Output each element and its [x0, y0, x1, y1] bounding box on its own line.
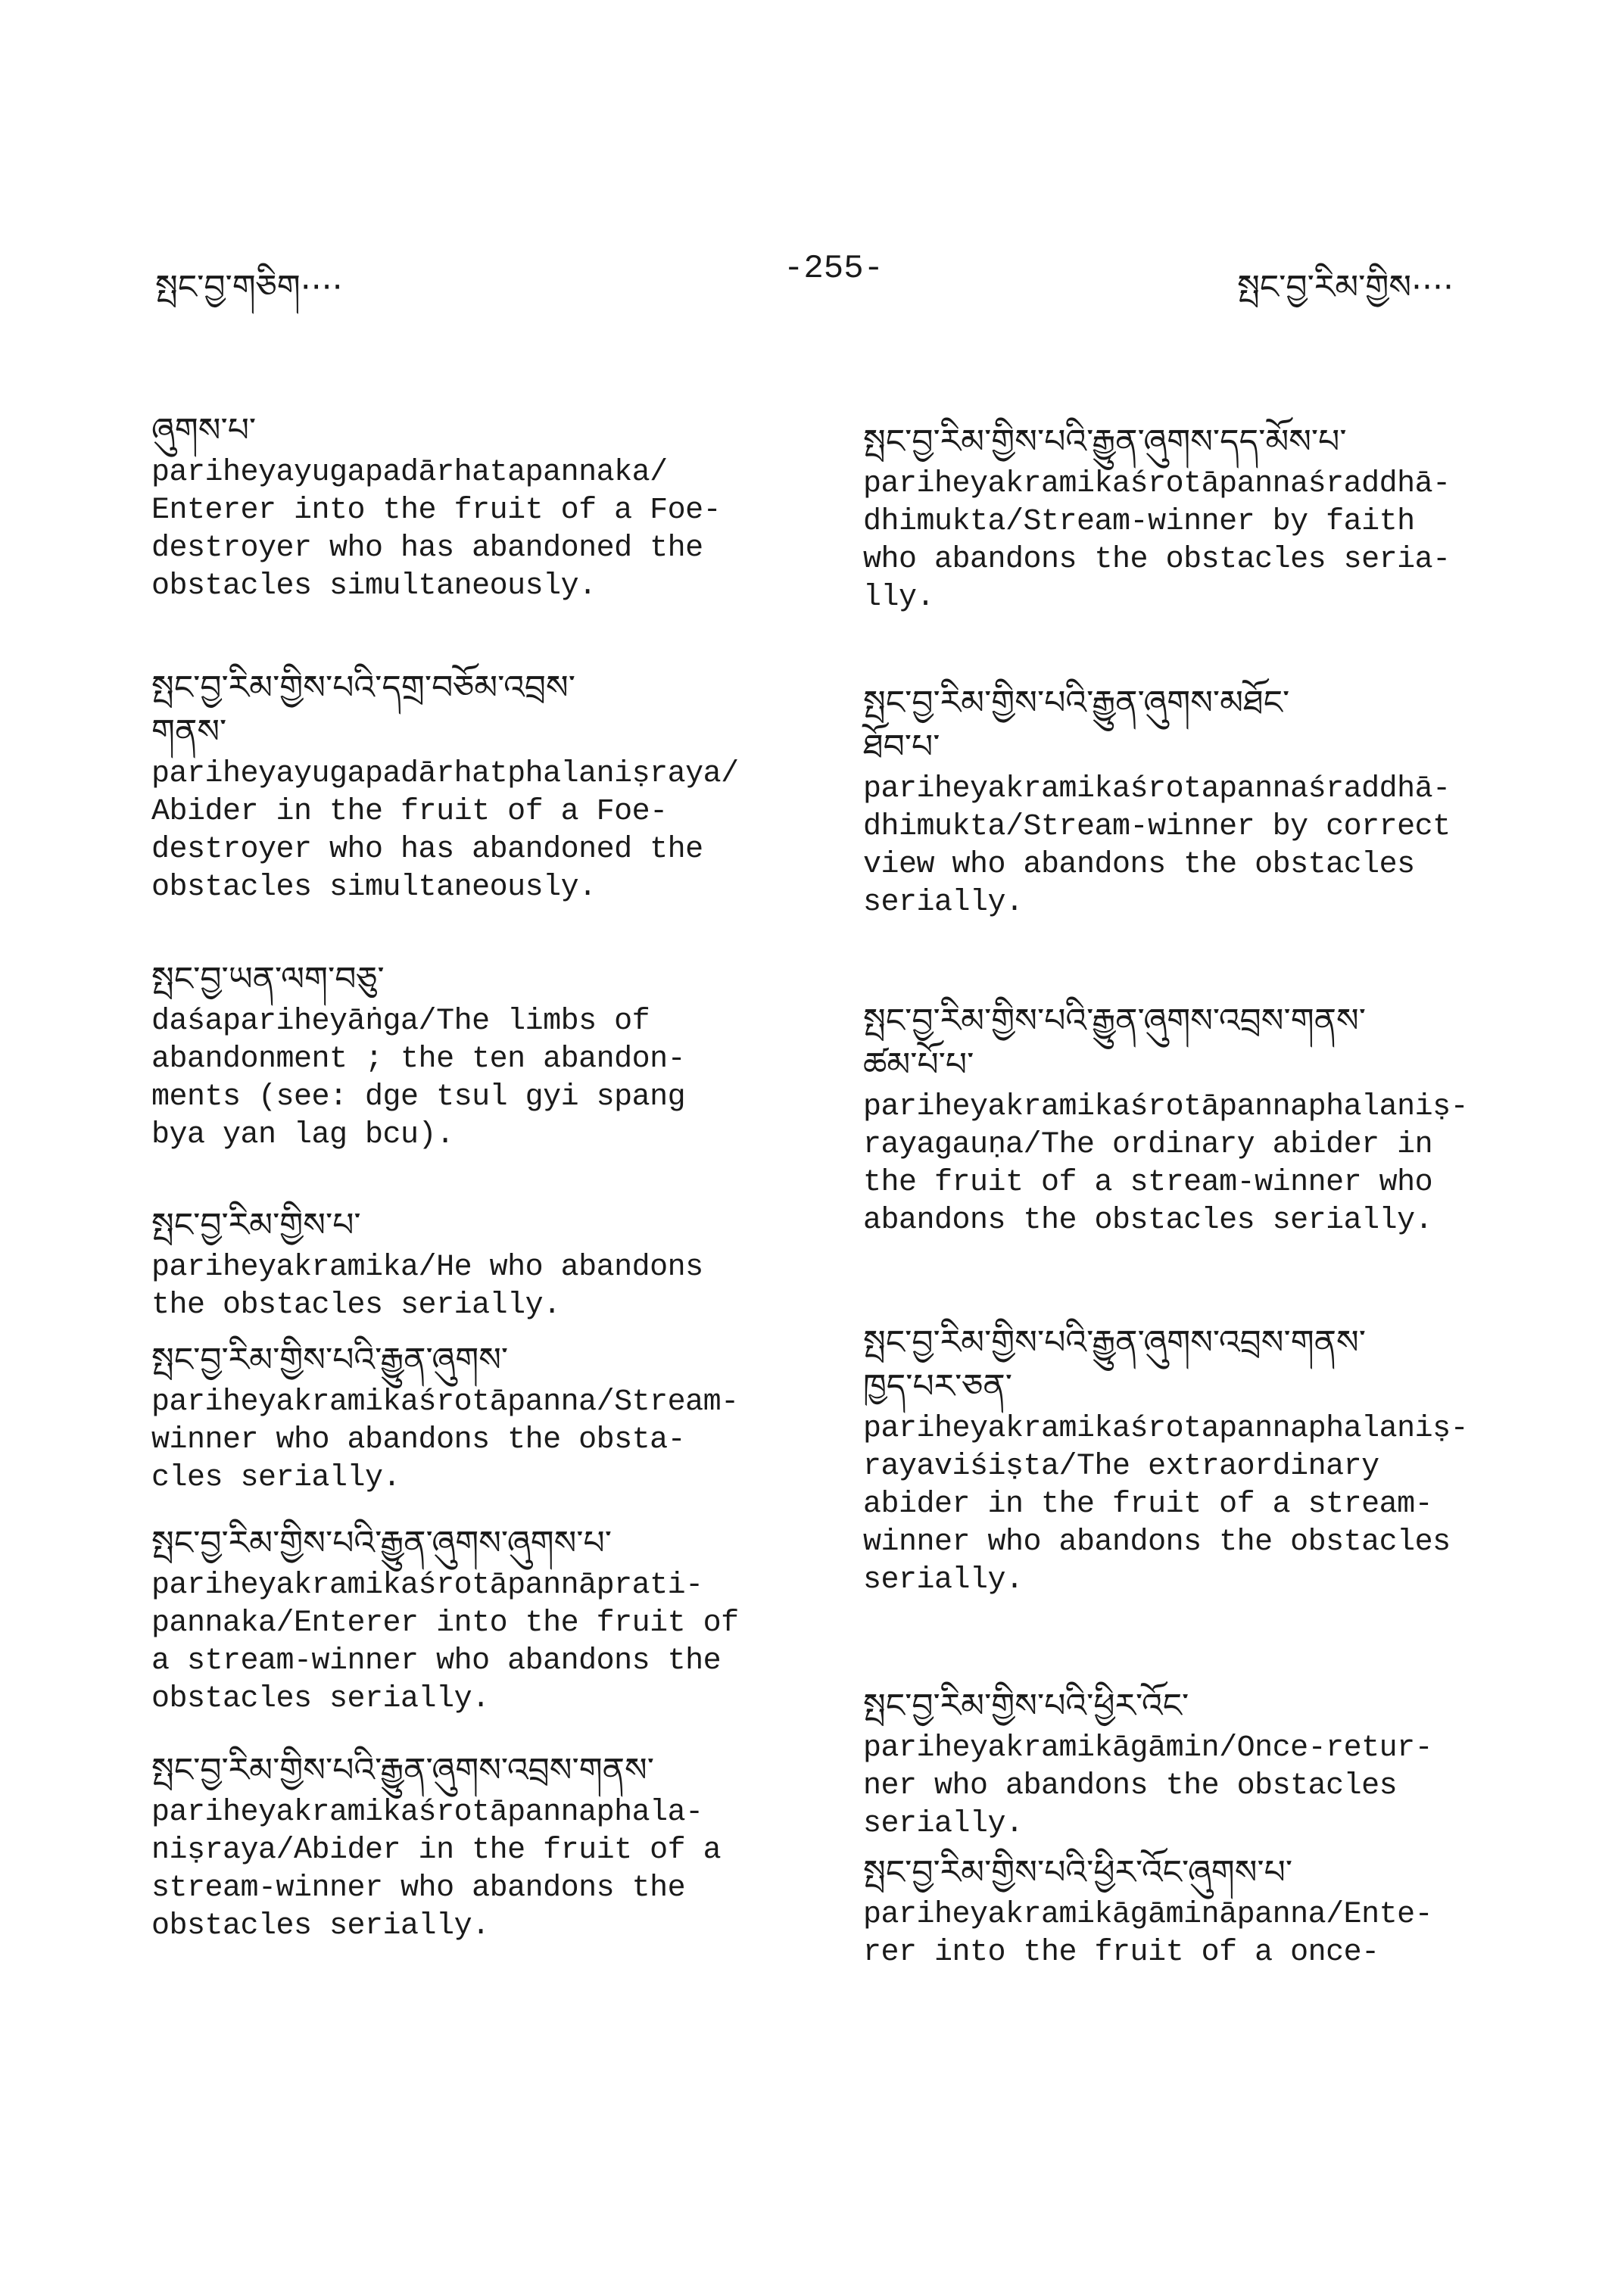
entry-definition: pariheyayugapadārhatphalaniṣraya/ Abider in the fruit of a Foe- destroyer who has abandoned the obstacles simultaneously.	[151, 757, 739, 905]
tibetan-headword: སྤང་བྱ་རིམ་གྱིས་པའི་ཕྱིར་འོང་	[863, 1687, 1189, 1725]
entry-definition: pariheyakramikaśrotāpanna/Stream- winner who abandons the obsta- cles serially.	[151, 1385, 739, 1495]
tibetan-headword: སྤང་བྱ་རིམ་གྱིས་པའི་རྒྱུན་ཞུགས་མཐོང་ ཐོབ་པ་	[863, 684, 1290, 766]
dictionary-entry	[151, 1204, 818, 1325]
dictionary-entry	[151, 666, 818, 907]
dictionary-entry	[863, 999, 1529, 1240]
tibetan-headword: སྤང་བྱ་རིམ་གྱིས་པའི་རྒྱུན་ཞུགས་ཞུགས་པ་	[151, 1524, 612, 1562]
entry-definition: pariheyakramikaśrotāpannāprati- pannaka/Enterer into the fruit of a stream-winner who abandons the obstacles serially.	[151, 1569, 739, 1716]
tibetan-headword: སྤང་བྱ་རིམ་གྱིས་པའི་དགྲ་བཅོམ་འབྲས་ གནས་	[151, 668, 575, 751]
dictionary-entry	[863, 681, 1529, 922]
entry-definition: pariheyakramika/He who abandons the obstacles serially.	[151, 1251, 703, 1323]
dictionary-entry	[151, 1522, 818, 1718]
dictionary-entry	[151, 958, 818, 1154]
entry-definition: pariheyayugapadārhatapannaka/ Enterer into the fruit of a Foe- destroyer who has abandoned the obstacles simultaneously.	[151, 456, 722, 603]
entry-definition: pariheyakramikaśrotāpannaśraddhā- dhimukta/Stream-winner by faith who abandons the obstacles seria- lly.	[863, 467, 1451, 615]
tibetan-headword: སྤང་བྱ་ཡན་ལག་བཅུ་	[151, 960, 385, 999]
dictionary-entry	[863, 1851, 1529, 1972]
tibetan-headword: སྤང་བྱ་རིམ་གྱིས་པའི་རྒྱུན་ཞུགས་	[151, 1341, 509, 1379]
dictionary-entry	[863, 1321, 1529, 1600]
tibetan-headword: སྤང་བྱ་རིམ་གྱིས་པའི་རྒྱུན་ཞུགས་འབྲས་གནས་ ཁྱད་པར་ཅན་	[863, 1323, 1366, 1406]
entry-definition: pariheyakramikāgāmināpanna/Ente- rer into the fruit of a once-	[863, 1898, 1433, 1970]
dictionary-entry	[151, 1338, 818, 1497]
running-head-right: སྤང་བྱ་རིམ་གྱིས····	[1237, 268, 1454, 307]
entry-definition: pariheyakramikaśrotapannaphalaniṣ- rayaviśiṣta/The extraordinary abider in the fruit of a stream- winner who abandons the obstacles serially.	[863, 1412, 1469, 1597]
entry-definition: pariheyakramikaśrotāpannaphala- niṣraya/Abider in the fruit of a stream-winner who abandons the obstacles serially.	[151, 1796, 722, 1943]
tibetan-headword: སྤང་བྱ་རིམ་གྱིས་པ་	[151, 1206, 361, 1245]
page-number: -255-	[784, 250, 884, 288]
running-head-left: སྤང་བྱ་གཅིག····	[155, 268, 343, 307]
entry-definition: pariheyakramikāgāmin/Once-retur- ner who abandons the obstacles serially.	[863, 1731, 1433, 1841]
tibetan-headword: སྤང་བྱ་རིམ་གྱིས་པའི་རྒྱུན་ཞུགས་འབྲས་གནས་	[151, 1751, 654, 1790]
entry-definition: pariheyakramikaśrotāpannaphalaniṣ- rayagauṇa/The ordinary abider in the fruit of a stream-winner who abandons the obstacles serially.	[863, 1090, 1469, 1238]
entry-definition: daśapariheyāṅga/The limbs of abandonment ; the ten abandon- ments (see: dge tsul gyi spang bya yan lag bcu).	[151, 1005, 686, 1152]
tibetan-headword: ཞུགས་པ་	[151, 411, 257, 450]
tibetan-headword: སྤང་བྱ་རིམ་གྱིས་པའི་ཕྱིར་འོང་ཞུགས་པ་	[863, 1853, 1293, 1892]
dictionary-entry	[151, 1749, 818, 1946]
dictionary-entry	[863, 420, 1529, 617]
dictionary-entry	[863, 1684, 1529, 1843]
tibetan-headword: སྤང་བྱ་རིམ་གྱིས་པའི་རྒྱུན་ཞུགས་དད་མོས་པ་	[863, 422, 1347, 461]
tibetan-headword: སྤང་བྱ་རིམ་གྱིས་པའི་རྒྱུན་ཞུགས་འབྲས་གནས་ ཚམ་པོ་པ་	[863, 1002, 1366, 1084]
dictionary-entry	[151, 409, 818, 606]
entry-definition: pariheyakramikaśrotapannaśraddhā- dhimukta/Stream-winner by correct view who abandons the obstacles serially.	[863, 772, 1451, 920]
